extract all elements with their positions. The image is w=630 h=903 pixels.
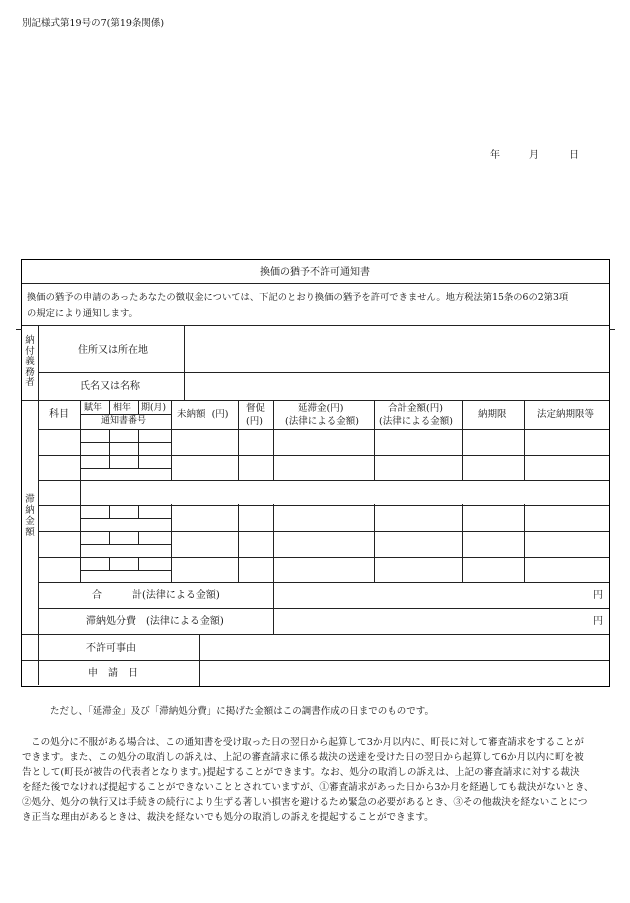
grid-line	[109, 505, 110, 518]
col-period: 期(月)	[141, 403, 167, 413]
col-fiscal-year: 相年	[113, 403, 132, 413]
grid-line	[138, 557, 139, 570]
disposition-label: 滞納処分費 (法律による金額)	[86, 616, 224, 627]
reason-label: 不許可事由	[86, 643, 136, 654]
grid-line	[80, 468, 172, 469]
col-delinquency-note: (法律による金額)	[285, 416, 359, 427]
appeal-line-1: この処分に不服がある場合は、この通知書を受け取った日の翌日から起算して3か月以内に、町長に対して審査請求をすることが	[31, 737, 584, 748]
col-delinquency: 延滞金(円)	[298, 403, 344, 414]
address-label: 住所又は所在地	[78, 345, 148, 356]
grid-line	[80, 414, 172, 415]
grid-line	[138, 429, 139, 455]
col-notice-number: 通知書番号	[101, 416, 147, 426]
appeal-line-4: を経た後でなければ提起することができないこととされていますが、①審査請求があった日から3か月を経過しても裁決がないとき、	[22, 782, 594, 793]
grid-line	[22, 660, 609, 661]
col-subject: 科目	[49, 409, 69, 420]
footnote: ただし、「延滞金」及び「滞納処分費」に掲げた金額はこの調書作成の日までのものです。	[50, 706, 434, 717]
date-day-label: 日	[569, 150, 579, 161]
appeal-line-3: 告として(町長が被告の代表者となります。)提起することができます。なお、処分の取消しの訴えは、上記の審査請求に対する裁決	[22, 767, 580, 778]
name-label: 氏名又は名称	[80, 381, 140, 392]
grid-line	[109, 557, 110, 570]
grid-line	[138, 400, 139, 414]
notice-title: 換価の猶予不許可通知書	[260, 267, 370, 278]
grid-line	[138, 531, 139, 544]
reason-field[interactable]	[202, 637, 607, 659]
grid-line	[80, 570, 172, 571]
col-dunning: 督促	[246, 403, 266, 414]
total-unit: 円	[593, 590, 603, 601]
appeal-line-2: できます。また、この処分の取消しの訴えは、上記の審査請求に係る裁決の送達を受けた日の翌日から起算して6か月以内に町を被	[22, 752, 584, 763]
grid-line	[80, 442, 172, 443]
col-total: 合計金額(円)	[388, 403, 443, 414]
disposition-unit: 円	[593, 616, 603, 627]
appeal-line-5: ②処分、処分の執行又は手続きの続行により生ずる著しい損害を避けるため緊急の必要があるとき、③その他裁決を経ないことにつ	[22, 797, 588, 808]
appeal-line-6: き正当な理由があるときは、裁決を経ないでも処分の取消しの訴えを提起することができます。	[22, 812, 434, 823]
grid-line	[80, 544, 172, 545]
margin-mark-right	[609, 329, 615, 330]
col-assessment-year: 賦年	[84, 403, 103, 413]
application-date-field[interactable]	[202, 662, 607, 684]
grid-line	[38, 582, 609, 583]
grid-line	[199, 634, 200, 686]
notice-intro-line2: の規定により通知します。	[27, 308, 138, 319]
grid-line	[80, 518, 172, 519]
date-year-label: 年	[490, 150, 500, 161]
form-number: 別記様式第19号の7(第19条関係)	[22, 18, 165, 29]
col-due-date: 納期限	[478, 409, 507, 420]
grid-line	[109, 429, 110, 455]
arrears-group-label: 滞 納 金 額	[25, 494, 35, 538]
grid-line	[38, 608, 609, 609]
taxpayer-group-label: 納 付 義 務 者	[25, 335, 35, 388]
col-dunning-unit: (円)	[246, 416, 263, 427]
date-month-label: 月	[529, 150, 539, 161]
col-statutory-due-date: 法定納期限等	[537, 409, 595, 420]
merged-row-band	[81, 481, 608, 504]
notice-intro-line1: 換価の猶予の申請のあったあなたの徴収金については、下記のとおり換価の猶予を許可できません。地方税法第15条の6の2第3項	[27, 292, 569, 303]
grid-line	[138, 455, 139, 468]
grid-line	[22, 634, 609, 635]
application-date-label: 申 請 日	[88, 668, 138, 679]
grid-line	[109, 400, 110, 414]
name-field[interactable]	[186, 374, 606, 398]
grid-line	[138, 505, 139, 518]
grid-line	[109, 455, 110, 468]
total-label-b: 計(法律による金額)	[132, 590, 220, 601]
col-unpaid: 未納額 (円)	[177, 409, 229, 420]
total-label-a: 合	[92, 590, 102, 601]
grid-line	[273, 582, 274, 634]
margin-mark-left	[16, 329, 22, 330]
grid-line	[109, 531, 110, 544]
col-total-note: (法律による金額)	[379, 416, 453, 427]
address-field[interactable]	[186, 328, 606, 370]
